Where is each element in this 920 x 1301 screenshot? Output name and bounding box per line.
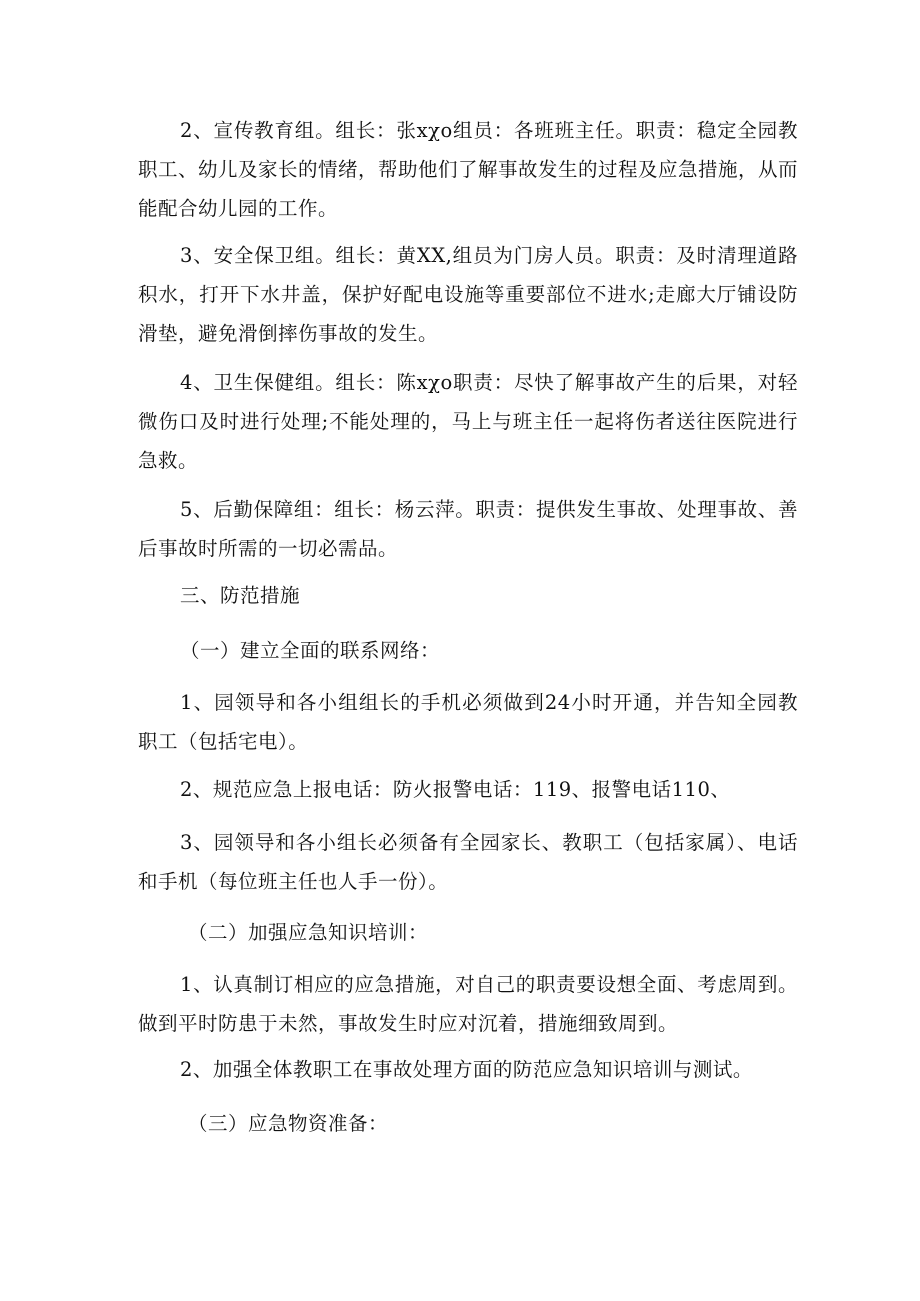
subheading-contact-network: （一）建立全面的联系网络： bbox=[180, 639, 441, 662]
paragraph-measures: 1、认真制订相应的应急措施，对自己的职责要设想全面、考虑周到。做到平时防患于未然，事故发生时应对沉着，措施细致周到。 bbox=[138, 973, 798, 1035]
paragraph-publicity-group: 2、宣传教育组。组长：张xχo组员：各班班主任。职责：稳定全园教职工、幼儿及家长的情绪，帮助他们了解事故发生的过程及应急措施，从而能配合幼儿园的工作。 bbox=[138, 119, 799, 220]
paragraph-emergency-numbers: 2、规范应急上报电话：防火报警电话：119、报警电话110、 bbox=[180, 778, 731, 801]
paragraph-phones-24h: 1、园领导和各小组组长的手机必须做到24小时开通，并告知全园教职工（包括宅电）。 bbox=[138, 691, 798, 753]
paragraph-staff-training: 2、加强全体教职工在事故处理方面的防范应急知识培训与测试。 bbox=[180, 1058, 753, 1081]
paragraph-logistics-group: 5、后勤保障组：组长：杨云萍。职责：提供发生事故、处理事故、善后事故时所需的一切必需品。 bbox=[138, 498, 798, 560]
paragraph-security-group: 3、安全保卫组。组长：黄XX,组员为门房人员。职责：及时清理道路积水，打开下水井盖，保护好配电设施等重要部位不进水;走廊大厅铺设防滑垫，避免滑倒摔伤事故的发生。 bbox=[138, 244, 798, 345]
paragraph-health-group: 4、卫生保健组。组长：陈xχo职责：尽快了解事故产生的后果，对轻微伤口及时进行处理;不能处理的，马上与班主任一起将伤者送往医院进行急救。 bbox=[138, 371, 798, 472]
subheading-training: （二）加强应急知识培训： bbox=[188, 921, 429, 944]
subheading-supplies: （三）应急物资准备： bbox=[188, 1112, 389, 1135]
paragraph-contact-lists: 3、园领导和各小组长必须备有全园家长、教职工（包括家属）、电话和手机（每位班主任也人手一份）。 bbox=[138, 831, 798, 893]
section-heading-prevention: 三、防范措施 bbox=[180, 584, 301, 607]
